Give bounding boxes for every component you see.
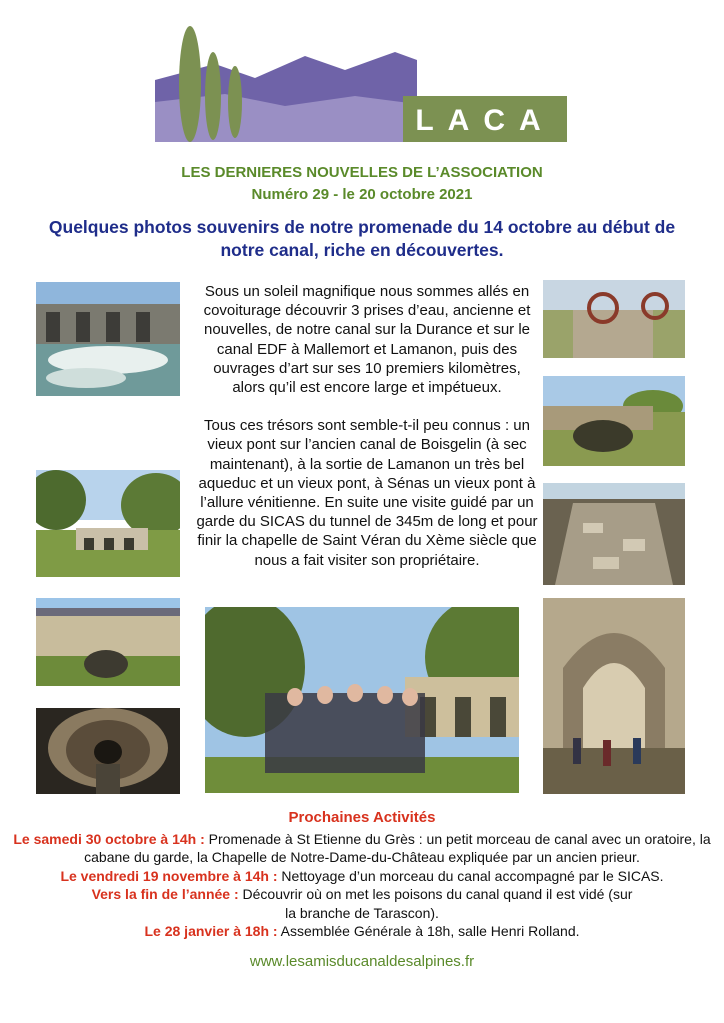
activity-item bbox=[10, 867, 714, 885]
article-paragraph-1: Sous un soleil magnifique nous sommes allés en covoiturage découvrir 3 prises d’eau, ancienne et nouvelles, de notre canal sur la Durance et sur le canal EDF à Mallemort et Lamanon, puis des ouvrages d’art sur ses 10 premiers kilomètres, alors qu’il est encore large et impétueux. bbox=[203, 283, 531, 397]
website-link[interactable]: www.lesamisducanaldesalpines.fr bbox=[249, 953, 475, 970]
activity-date: Vers la fin de l’année : bbox=[91, 886, 239, 903]
issue-number: Numéro 29 - le 20 octobre 2021 bbox=[251, 186, 473, 203]
article-body bbox=[196, 282, 538, 589]
photo-dry-canal-stones bbox=[543, 483, 685, 585]
activity-date: Le vendredi 19 novembre à 14h : bbox=[60, 867, 278, 884]
photo-sluice-wheels bbox=[543, 280, 685, 358]
activity-description: Découvrir où on met les poisons du canal quand il est vidé (sur la branche de Tarascon). bbox=[238, 886, 633, 921]
photo-old-bridge bbox=[543, 376, 685, 466]
activity-item bbox=[10, 885, 714, 922]
activity-item bbox=[10, 830, 714, 867]
photo-aqueduct-garden bbox=[36, 470, 180, 577]
photo-tunnel bbox=[36, 708, 180, 794]
activity-date: Le samedi 30 octobre à 14h : bbox=[13, 831, 205, 847]
logo-text: LACA bbox=[415, 104, 555, 137]
activity-description: Nettoyage d’un morceau du canal accompagné par le SICAS. bbox=[277, 867, 664, 884]
activities-list bbox=[10, 830, 714, 940]
activity-item bbox=[10, 922, 714, 940]
photo-water-intake bbox=[36, 282, 180, 396]
laca-logo bbox=[155, 24, 567, 142]
article-paragraph-2: Tous ces trésors sont semble-t-il peu connus : un vieux pont sur l’ancien canal de Boisgelin (à sec maintenant), à la sortie de Lamanon un très bel aqueduc et un vieux pont, à Sénas un vieux pont à l’allure vénitienne. En suite une visite guidé par un garde du SICAS du tunnel de 345m de long et pour finir la chapelle de Saint Véran du Xème siècle que nous a fait visiter son propriétaire. bbox=[196, 417, 538, 569]
photo-group-on-bridge bbox=[36, 598, 180, 686]
activity-date: Le 28 janvier à 18h : bbox=[144, 923, 278, 940]
headline: Quelques photos souvenirs de notre promenade du 14 octobre au début de notre canal, riche en découvertes. bbox=[48, 217, 676, 260]
photo-chapel-ruins bbox=[543, 598, 685, 794]
activities-title: Prochaines Activités bbox=[288, 809, 436, 826]
photo-group-under-aqueduct bbox=[205, 607, 519, 793]
activity-description: Promenade à St Etienne du Grès : un petit morceau de canal avec un oratoire, la cabane du garde, la Chapelle de Notre-Dame-du-Château expliquée par un ancien prieur. bbox=[84, 831, 711, 866]
newsletter-title: LES DERNIERES NOUVELLES DE L’ASSOCIATION bbox=[181, 164, 543, 181]
activity-description: Assemblée Générale à 18h, salle Henri Rolland. bbox=[277, 923, 580, 940]
